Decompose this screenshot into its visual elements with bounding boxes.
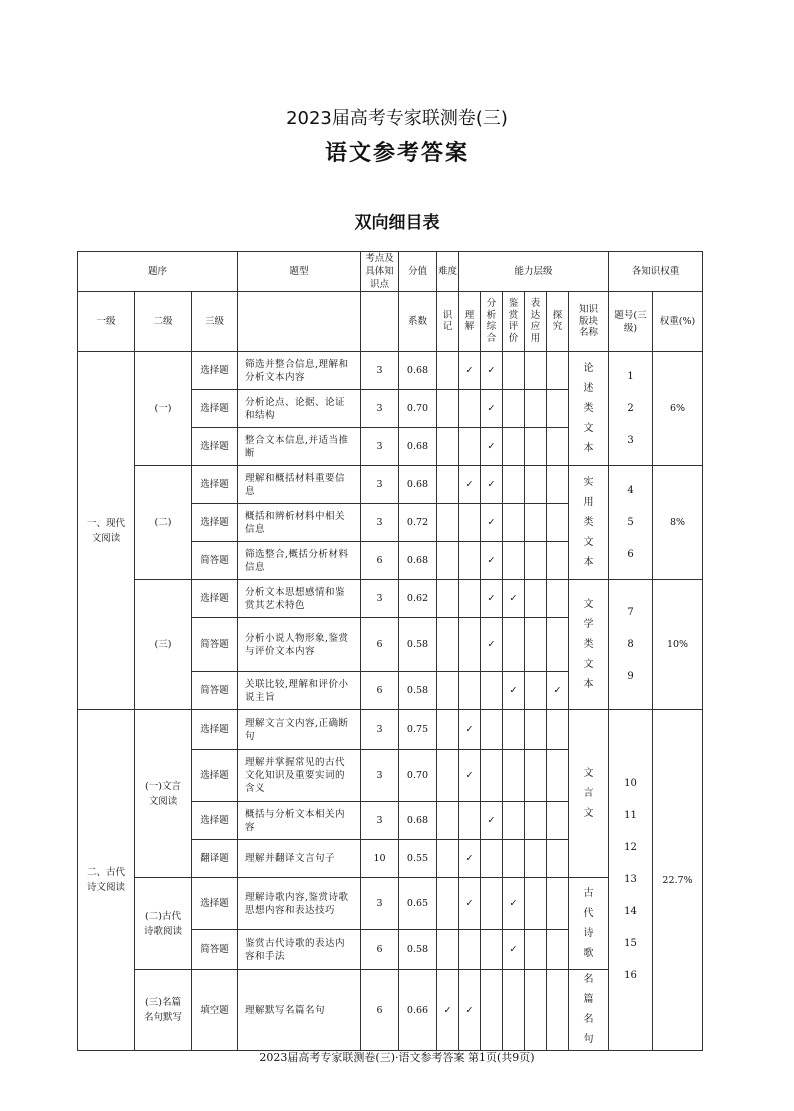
row-coef: 0.68 — [399, 352, 437, 390]
module-1-1: 论述类文本 — [569, 352, 609, 466]
table-row: 选择题 整合文本信息,并适当推断 3 0.68 ✓ — [78, 428, 703, 466]
table-row: 简答题 关联比较,理解和评价小说主旨 6 0.58 ✓ ✓ — [78, 672, 703, 710]
header-blank-2 — [361, 292, 399, 352]
header-row-2 — [78, 292, 703, 352]
table-row: 二、古代诗文阅读 (一)文言文阅读 选择题 理解文言文内容,正确断句 3 0.75 ✓ 文言文 10 11 12 13 14 15 16 22.7% — [78, 710, 703, 750]
header-knowledge: 考点及具体知识点 — [361, 252, 399, 292]
header-qnum: 题号(三级) — [609, 292, 653, 352]
module-2-2: 古代诗歌 — [569, 878, 609, 970]
check-mark: ✓ — [547, 672, 569, 710]
table-row: 翻译题 理解并翻译文言句子 10 0.55 ✓ — [78, 840, 703, 878]
check-mark: ✓ — [459, 466, 481, 504]
module-2-1: 文言文 — [569, 710, 609, 878]
check-mark: ✓ — [459, 710, 481, 750]
check-mark: ✓ — [437, 970, 459, 1051]
header-level2: 二级 — [135, 292, 192, 352]
header-weight-group: 各知识权重 — [609, 252, 703, 292]
document-title: 2023届高考专家联测卷(三) — [286, 108, 508, 129]
header-blank-1 — [238, 292, 361, 352]
table-row: (三) 选择题 分析文本思想感情和鉴赏其艺术特色 3 0.62 ✓ ✓ 文学类文本 7 8 9 10% — [78, 580, 703, 618]
table-row: 选择题 概括与分析文本相关内容 3 0.68 ✓ — [78, 802, 703, 840]
check-mark: ✓ — [481, 618, 503, 672]
qnums-1-1: 1 2 3 — [609, 352, 653, 466]
check-mark: ✓ — [459, 352, 481, 390]
check-mark: ✓ — [503, 878, 525, 930]
check-mark: ✓ — [481, 504, 503, 542]
header-coef: 系数 — [399, 292, 437, 352]
weight-1-3: 10% — [653, 580, 703, 710]
group-2-3-label: (三)名篇名句默写 — [135, 970, 192, 1051]
check-mark: ✓ — [481, 466, 503, 504]
specification-table — [77, 251, 703, 1051]
header-order: 题序 — [78, 252, 238, 292]
check-mark: ✓ — [503, 580, 525, 618]
group-2-1-label: (一)文言文阅读 — [135, 710, 192, 878]
header-ability-apply: 表达应用 — [525, 292, 547, 352]
header-ability-understand: 理解 — [459, 292, 481, 352]
table-row: 简答题 鉴赏古代诗歌的表达内容和手法 6 0.58 ✓ — [78, 930, 703, 970]
check-mark: ✓ — [459, 750, 481, 802]
header-type: 题型 — [238, 252, 361, 292]
check-mark: ✓ — [481, 542, 503, 580]
table-row: (二)古代诗歌阅读 选择题 理解诗歌内容,鉴赏诗歌思想内容和表达技巧 3 0.65 ✓ ✓ 古代诗歌 — [78, 878, 703, 930]
check-mark: ✓ — [459, 878, 481, 930]
table-row — [78, 352, 703, 390]
module-1-2: 实用类文本 — [569, 466, 609, 580]
header-ability-appreciate: 鉴赏评价 — [503, 292, 525, 352]
header-ability-analyze: 分析综合 — [481, 292, 503, 352]
module-1-3: 文学类文本 — [569, 580, 609, 710]
group-1-2-label: (二) — [135, 466, 192, 580]
qnums-1-2: 4 5 6 — [609, 466, 653, 580]
check-mark: ✓ — [503, 672, 525, 710]
group-1-1-label: (一) — [135, 352, 192, 466]
page-footer: 2023届高考专家联测卷(三)·语文参考答案 第1页(共9页) — [259, 1051, 535, 1064]
module-2-3: 名篇名句 — [569, 970, 609, 1051]
group-2-2-label: (二)古代诗歌阅读 — [135, 878, 192, 970]
table-row: 简答题 分析小说人物形象,鉴赏与评价文本内容 6 0.58 ✓ — [78, 618, 703, 672]
weight-2: 22.7% — [653, 710, 703, 1051]
header-level3: 三级 — [192, 292, 238, 352]
header-ability-explore: 探究 — [547, 292, 569, 352]
document-subtitle: 语文参考答案 — [324, 141, 469, 166]
row-score: 3 — [361, 352, 399, 390]
table-row: (三)名篇名句默写 填空题 理解默写名篇名句 6 0.66 ✓ ✓ 名篇名句 — [78, 970, 703, 1051]
header-score: 分值 — [399, 252, 437, 292]
check-mark: ✓ — [481, 802, 503, 840]
qnums-2: 10 11 12 13 14 15 16 — [609, 710, 653, 1051]
table-row: 简答题 筛选整合,概括分析材料信息 6 0.68 ✓ — [78, 542, 703, 580]
check-mark: ✓ — [503, 930, 525, 970]
check-mark: ✓ — [459, 970, 481, 1051]
header-ability-memory: 识记 — [437, 292, 459, 352]
check-mark: ✓ — [481, 390, 503, 428]
check-mark: ✓ — [481, 580, 503, 618]
qnums-1-3: 7 8 9 — [609, 580, 653, 710]
table-row: (二) 选择题 理解和概括材料重要信息 3 0.68 ✓ ✓ 实用类文本 4 5 6 8% — [78, 466, 703, 504]
check-mark: ✓ — [459, 840, 481, 878]
section-1-label: 一、现代文阅读 — [78, 352, 135, 710]
table-row: 选择题 概括和辨析材料中相关信息 3 0.72 ✓ — [78, 504, 703, 542]
row-point: 筛选并整合信息,理解和分析文本内容 — [238, 352, 361, 390]
header-row-1 — [78, 252, 703, 292]
row-type: 选择题 — [192, 352, 238, 390]
header-module-name: 知识版块名称 — [569, 292, 609, 352]
header-difficulty: 难度 — [437, 252, 459, 292]
section-2-label: 二、古代诗文阅读 — [78, 710, 135, 1051]
header-level1: 一级 — [78, 292, 135, 352]
table-row: 选择题 分析论点、论据、论证和结构 3 0.70 ✓ — [78, 390, 703, 428]
weight-1-2: 8% — [653, 466, 703, 580]
check-mark: ✓ — [481, 428, 503, 466]
group-1-3-label: (三) — [135, 580, 192, 710]
table-row: 选择题 理解并掌握常见的古代文化知识及重要实词的含义 3 0.70 ✓ — [78, 750, 703, 802]
header-weight: 权重(%) — [653, 292, 703, 352]
header-ability: 能力层级 — [459, 252, 609, 292]
table-title: 双向细目表 — [354, 213, 440, 233]
check-mark: ✓ — [481, 352, 503, 390]
weight-1-1: 6% — [653, 352, 703, 466]
